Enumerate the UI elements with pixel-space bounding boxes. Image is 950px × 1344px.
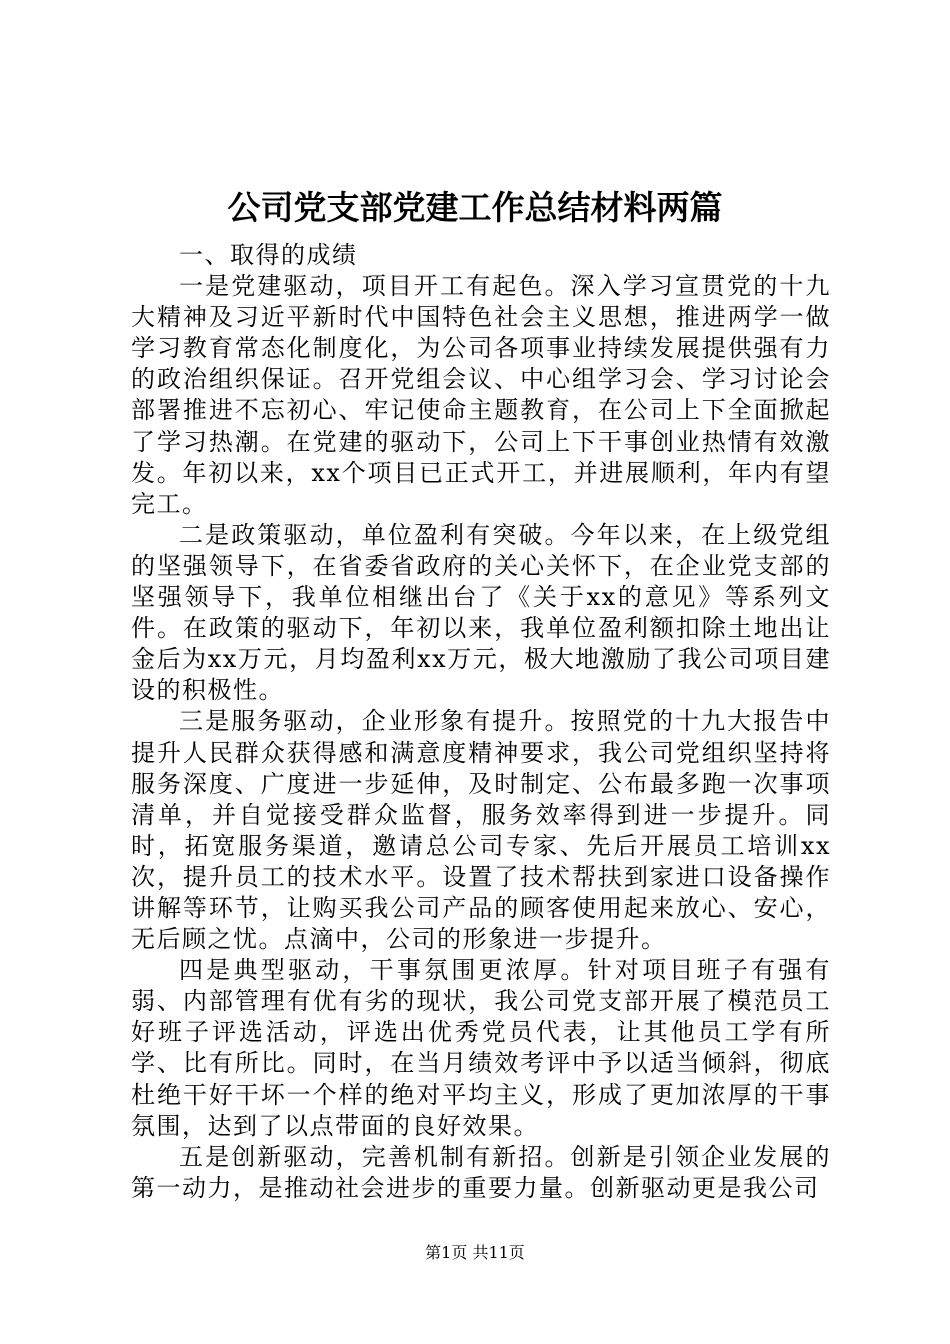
paragraph: 四是典型驱动，干事氛围更浓厚。针对项目班子有强有弱、内部管理有优有劣的现状，我公司党支部开展了模范员工好班子评选活动，评选出优秀党员代表，让其他员工学有所学、比有所比。同时，在当月绩效考评中予以适当倾斜，彻底杜绝干好干坏一个样的绝对平均主义，形成了更加浓厚的干事氛围，达到了以点带面的良好效果。 — [131, 956, 831, 1140]
document-title: 公司党支部党建工作总结材料两篇 — [227, 188, 723, 227]
paragraph: 三是服务驱动，企业形象有提升。按照党的十九大报告中提升人民群众获得感和满意度精神要求，我公司党组织坚持将服务深度、广度进一步延伸，及时制定、公布最多跑一次事项清单，并自觉接受群众监督，服务效率得到进一步提升。同时，拓宽服务渠道，邀请总公司专家、先后开展员工培训xx次，提升员工的技术水平。设置了技术帮扶到家进口设备操作讲解等环节，让购买我公司产品的顾客使用起来放心、安心，无后顾之忧。点滴中，公司的形象进一步提升。 — [131, 707, 831, 954]
section-heading: 一、取得的成绩 — [179, 241, 358, 269]
paragraph: 一是党建驱动，项目开工有起色。深入学习宣贯党的十九大精神及习近平新时代中国特色社会主义思想，推进两学一做学习教育常态化制度化，为公司各项事业持续发展提供强有力的政治组织保证。召开党组会议、中心组学习会、学习讨论会部署推进不忘初心、牢记使命主题教育，在公司上下全面掀起了学习热潮。在党建的驱动下，公司上下干事创业热情有效激发。年初以来，xx个项目已正式开工，并进展顺利，年内有望完工。 — [131, 272, 831, 518]
paragraph: 二是政策驱动，单位盈利有突破。今年以来，在上级党组的坚强领导下，在省委省政府的关心关怀下，在企业党支部的坚强领导下，我单位相继出台了《关于xx的意见》等系列文件。在政策的驱动下，年初以来，我单位盈利额扣除土地出让金后为xx万元，月均盈利xx万元，极大地激励了我公司项目建设的积极性。 — [131, 520, 831, 705]
paragraph: 五是创新驱动，完善机制有新招。创新是引领企业发展的第一动力，是推动社会进步的重要力量。创新驱动更是我公司 — [131, 1142, 831, 1202]
document-body — [131, 240, 831, 1204]
page-number-footer: 第1页 共11页 — [425, 1243, 525, 1262]
